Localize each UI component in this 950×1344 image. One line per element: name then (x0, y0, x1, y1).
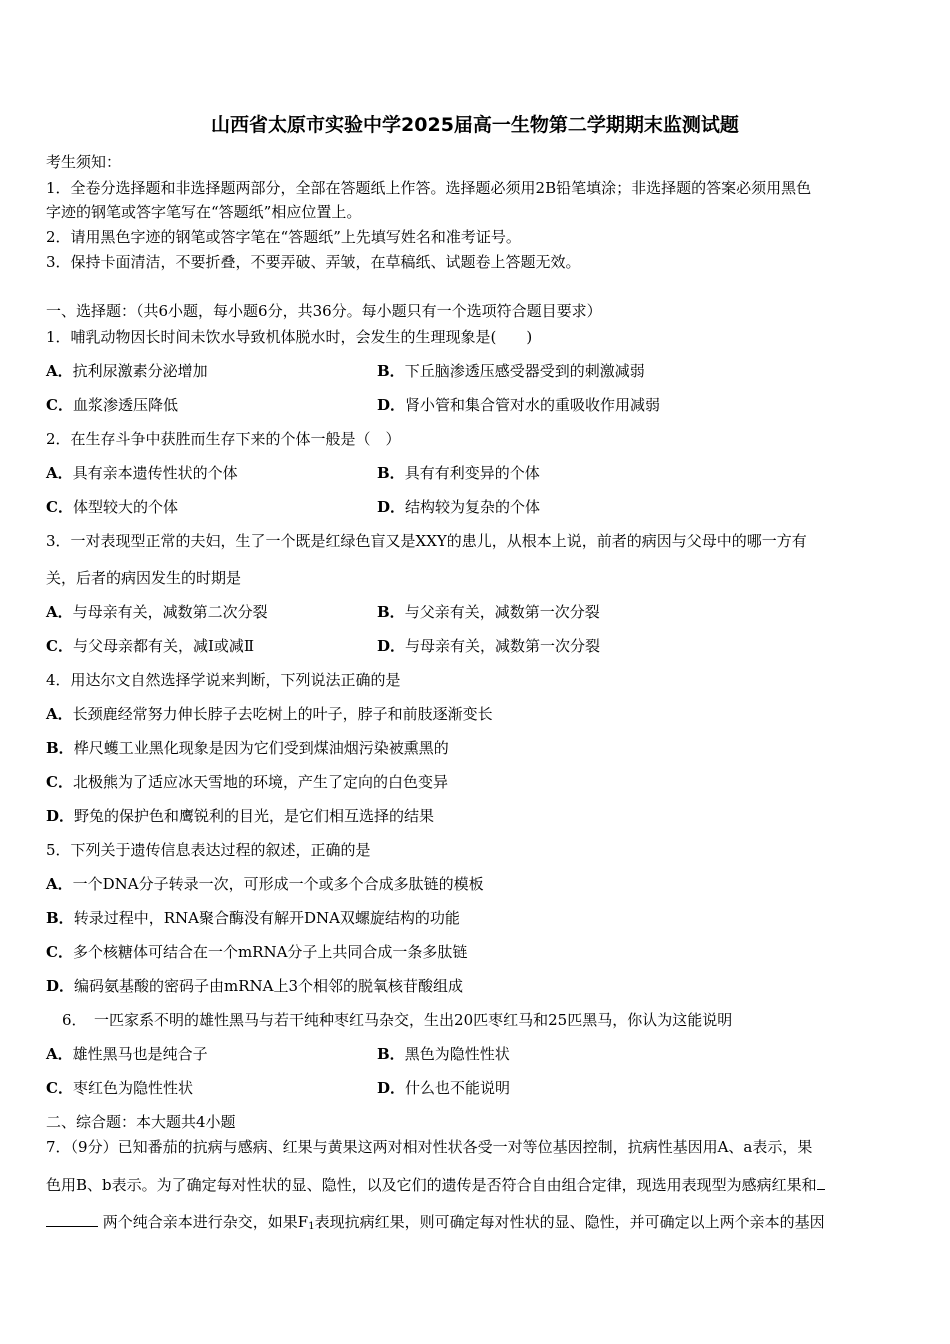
question-2-option-d: D．结构较为复杂的个体 (377, 498, 541, 516)
question-7-line-2 (46, 1175, 825, 1195)
question-3-option-a: A．与母亲有关，减数第二次分裂 (46, 603, 268, 621)
question-5-option-d: D．编码氨基酸的密码子由mRNA上3个相邻的脱氧核苷酸组成 (46, 977, 464, 995)
option-letter: C． (46, 498, 73, 516)
option-letter: B． (46, 909, 74, 927)
question-5-stem: 5．下列关于遗传信息表达过程的叙述，正确的是 (46, 841, 371, 859)
option-letter: C． (46, 396, 73, 414)
question-4-option-c: C．北极熊为了适应冰天雪地的环境，产生了定向的白色变异 (46, 773, 448, 791)
question-6-option-a: A．雄性黑马也是纯合子 (46, 1045, 208, 1063)
question-3-option-d: D．与母亲有关，减数第一次分裂 (377, 637, 601, 655)
question-6-option-c: C．枣红色为隐性性状 (46, 1079, 193, 1097)
answer-blank[interactable] (46, 1212, 98, 1227)
question-7-line-3 (46, 1212, 825, 1232)
question-6-option-b: B．黑色为隐性性状 (377, 1045, 510, 1063)
question-1-stem: 1．哺乳动物因长时间未饮水导致机体脱水时，会发生的生理现象是( ) (46, 328, 533, 346)
option-letter: D． (46, 977, 75, 995)
option-letter: A． (46, 603, 73, 621)
option-letter: C． (46, 637, 73, 655)
option-letter: D． (377, 498, 406, 516)
question-5-option-c: C．多个核糖体可结合在一个mRNA分子上共同合成一条多肽链 (46, 943, 468, 961)
notice-heading: 考生须知： (46, 153, 122, 171)
option-letter: D． (377, 637, 406, 655)
notice-item-1-cont: 字迹的钢笔或答字笔写在“答题纸”相应位置上。 (46, 203, 362, 221)
option-letter: A． (46, 464, 73, 482)
question-7-line-2-text: 色用B、b表示。为了确定每对性状的显、隐性，以及它们的遗传是否符合自由组合定律，现选用表现型为感病红果和 (46, 1176, 817, 1194)
question-5-option-a: A．一个DNA分子转录一次，可形成一个或多个合成多肽链的模板 (46, 875, 484, 893)
question-1-option-b: B．下丘脑渗透压感受器受到的刺激减弱 (377, 362, 645, 380)
question-1-option-c: C．血浆渗透压降低 (46, 396, 178, 414)
option-letter: A． (46, 1045, 73, 1063)
section-1-heading: 一、选择题：（共6小题，每小题6分，共36分。每小题只有一个选项符合题目要求） (46, 302, 602, 320)
question-3-stem-line-1: 3．一对表现型正常的夫妇，生了一个既是红绿色盲又是XXY的患儿，从根本上说，前者的病因与父母中的哪一方有 (46, 532, 807, 550)
notice-item-3: 3．保持卡面清洁，不要折叠，不要弄破、弄皱，在草稿纸、试题卷上答题无效。 (46, 253, 581, 271)
question-2-option-a: A．具有亲本遗传性状的个体 (46, 464, 238, 482)
question-6-stem: 6． 一匹家系不明的雄性黑马与若干纯种枣红马杂交，生出20匹枣红马和25匹黑马，你认为这能说明 (62, 1011, 733, 1029)
option-letter: C． (46, 943, 73, 961)
option-letter: B． (377, 1045, 405, 1063)
option-letter: B． (377, 464, 405, 482)
option-letter: D． (46, 807, 75, 825)
question-4-option-a: A．长颈鹿经常努力伸长脖子去吃树上的叶子，脖子和前肢逐渐变长 (46, 705, 493, 723)
option-letter: D． (377, 396, 406, 414)
question-7-line-1: 7．（9分）已知番茄的抗病与感病、红果与黄果这两对相对性状各受一对等位基因控制，抗病性基因用A、a表示，果 (46, 1138, 813, 1156)
option-letter: A． (46, 362, 73, 380)
question-4-option-b: B．桦尺蠖工业黑化现象是因为它们受到煤油烟污染被熏黑的 (46, 739, 449, 757)
question-1-option-a: A．抗利尿激素分泌增加 (46, 362, 208, 380)
question-7-line-3-text-a: 两个纯合亲本进行杂交，如果F (102, 1213, 309, 1231)
question-3-option-b: B．与父亲有关，减数第一次分裂 (377, 603, 600, 621)
option-letter: C． (46, 1079, 73, 1097)
question-3-option-c: C．与父母亲都有关，减Ⅰ或减Ⅱ (46, 637, 255, 655)
question-4-option-d: D．野兔的保护色和鹰锐利的目光，是它们相互选择的结果 (46, 807, 435, 825)
notice-item-2: 2．请用黑色字迹的钢笔或答字笔在“答题纸”上先填写姓名和准考证号。 (46, 228, 521, 246)
option-letter: A． (46, 875, 73, 893)
question-7-line-3-text-b: 表现抗病红果，则可确定每对性状的显、隐性，并可确定以上两个亲本的基因 (314, 1213, 825, 1231)
question-2-option-c: C．体型较大的个体 (46, 498, 178, 516)
f1-subscript: 1 (308, 1221, 315, 1232)
option-letter: C． (46, 773, 73, 791)
section-2-heading: 二、综合题：本大题共4小题 (46, 1113, 236, 1131)
question-6-option-d: D．什么也不能说明 (377, 1079, 511, 1097)
page-title: 山西省太原市实验中学2025届高一生物第二学期期末监测试题 (211, 114, 739, 136)
question-5-option-b: B．转录过程中，RNA聚合酶没有解开DNA双螺旋结构的功能 (46, 909, 460, 927)
option-letter: B． (377, 603, 405, 621)
question-2-stem: 2．在生存斗争中获胜而生存下来的个体一般是（ ） (46, 430, 401, 448)
answer-blank-start[interactable] (817, 1175, 825, 1190)
question-1-option-d: D．肾小管和集合管对水的重吸收作用减弱 (377, 396, 661, 414)
option-letter: D． (377, 1079, 406, 1097)
option-letter: A． (46, 705, 73, 723)
question-4-stem: 4．用达尔文自然选择学说来判断，下列说法正确的是 (46, 671, 401, 689)
notice-item-1: 1．全卷分选择题和非选择题两部分，全部在答题纸上作答。选择题必须用2B铅笔填涂；非选择题的答案必须用黑色 (46, 179, 812, 197)
option-letter: B． (46, 739, 74, 757)
option-letter: B． (377, 362, 405, 380)
question-2-option-b: B．具有有利变异的个体 (377, 464, 540, 482)
question-3-stem-line-2: 关，后者的病因发生的时期是 (46, 569, 242, 587)
